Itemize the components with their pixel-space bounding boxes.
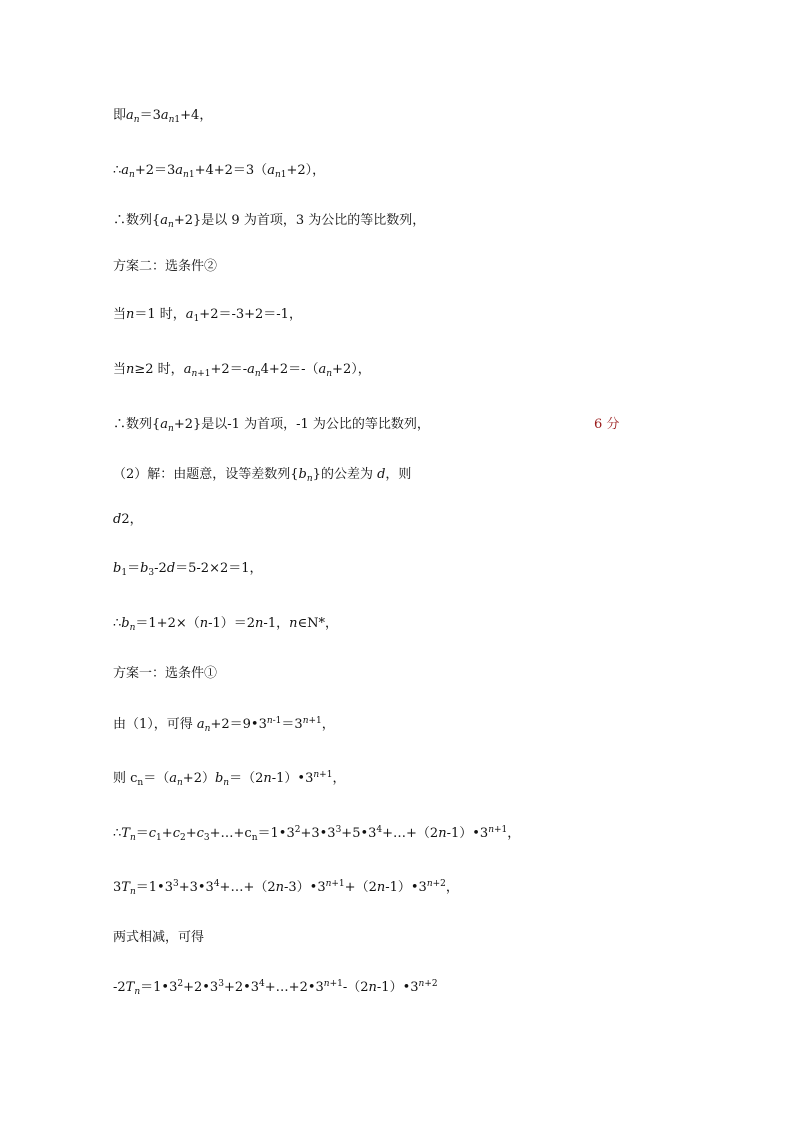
formula-line: $\therefore b_n=1+2\times(n-1)=2n-1$，n∈N*， <box>113 616 338 633</box>
formula-line: $-2T_n=1•3^2+2•3^3+2•3^4+\dots+2•3^{n+1}-(2n-1)•3^{n+2}$ <box>113 979 438 997</box>
text-line: ∴数列$\{a_n+2\}$是以 9 为首项，3 为公比的等比数列， <box>113 213 426 230</box>
formula-line: $3T_n=1•3^3+3•3^4+\dots+(2n-3)•3^{n+1}+(2n-1)•3^{n+2}$， <box>113 879 459 897</box>
formula-line: 由（1），可得 $a_n+2=9•3^{n-1}=3^{n+1}$， <box>113 716 335 734</box>
formula-line: 则 $c_n=(a_n+2)b_n=(2n-1)•3^{n+1}$， <box>113 770 346 788</box>
text-line: 两式相减，可得 <box>113 930 205 945</box>
formula-line: d2， <box>113 512 143 527</box>
formula-line: 当n＝1 时，$a_1+2=-3+2=-1$， <box>113 307 302 324</box>
text-line: ∴数列$\{a_n+2\}$是以-1 为首项，-1 为公比的等比数列， <box>113 417 430 434</box>
section-heading: 方案一：选条件① <box>113 666 218 681</box>
formula-line: 即$a_n=3a_{n1}+4$， <box>113 108 213 125</box>
score-mark: 6 分 <box>594 417 620 432</box>
section-heading: 方案二：选条件② <box>113 259 218 274</box>
formula-line: $b_1=b_3-2d=5-2\times 2=1$， <box>113 561 263 578</box>
text-line: （2）解：由题意，设等差数列$\{b_n\}$的公差为 d，则 <box>113 467 412 484</box>
formula-line: $\therefore a_n+2=3a_{n1}+4+2=3(a_{n1}+2)$， <box>113 163 326 180</box>
formula-line: 当n≥2 时，$a_{n+1}+2=-a_n4+2=-(a_n+2)$， <box>113 362 371 379</box>
formula-line: $\therefore T_n=c_1+c_2+c_3+\dots+c_n=1•3^2+3•3^3+5•3^4+\dots+(2n-1)•3^{n+1}$， <box>113 825 521 843</box>
